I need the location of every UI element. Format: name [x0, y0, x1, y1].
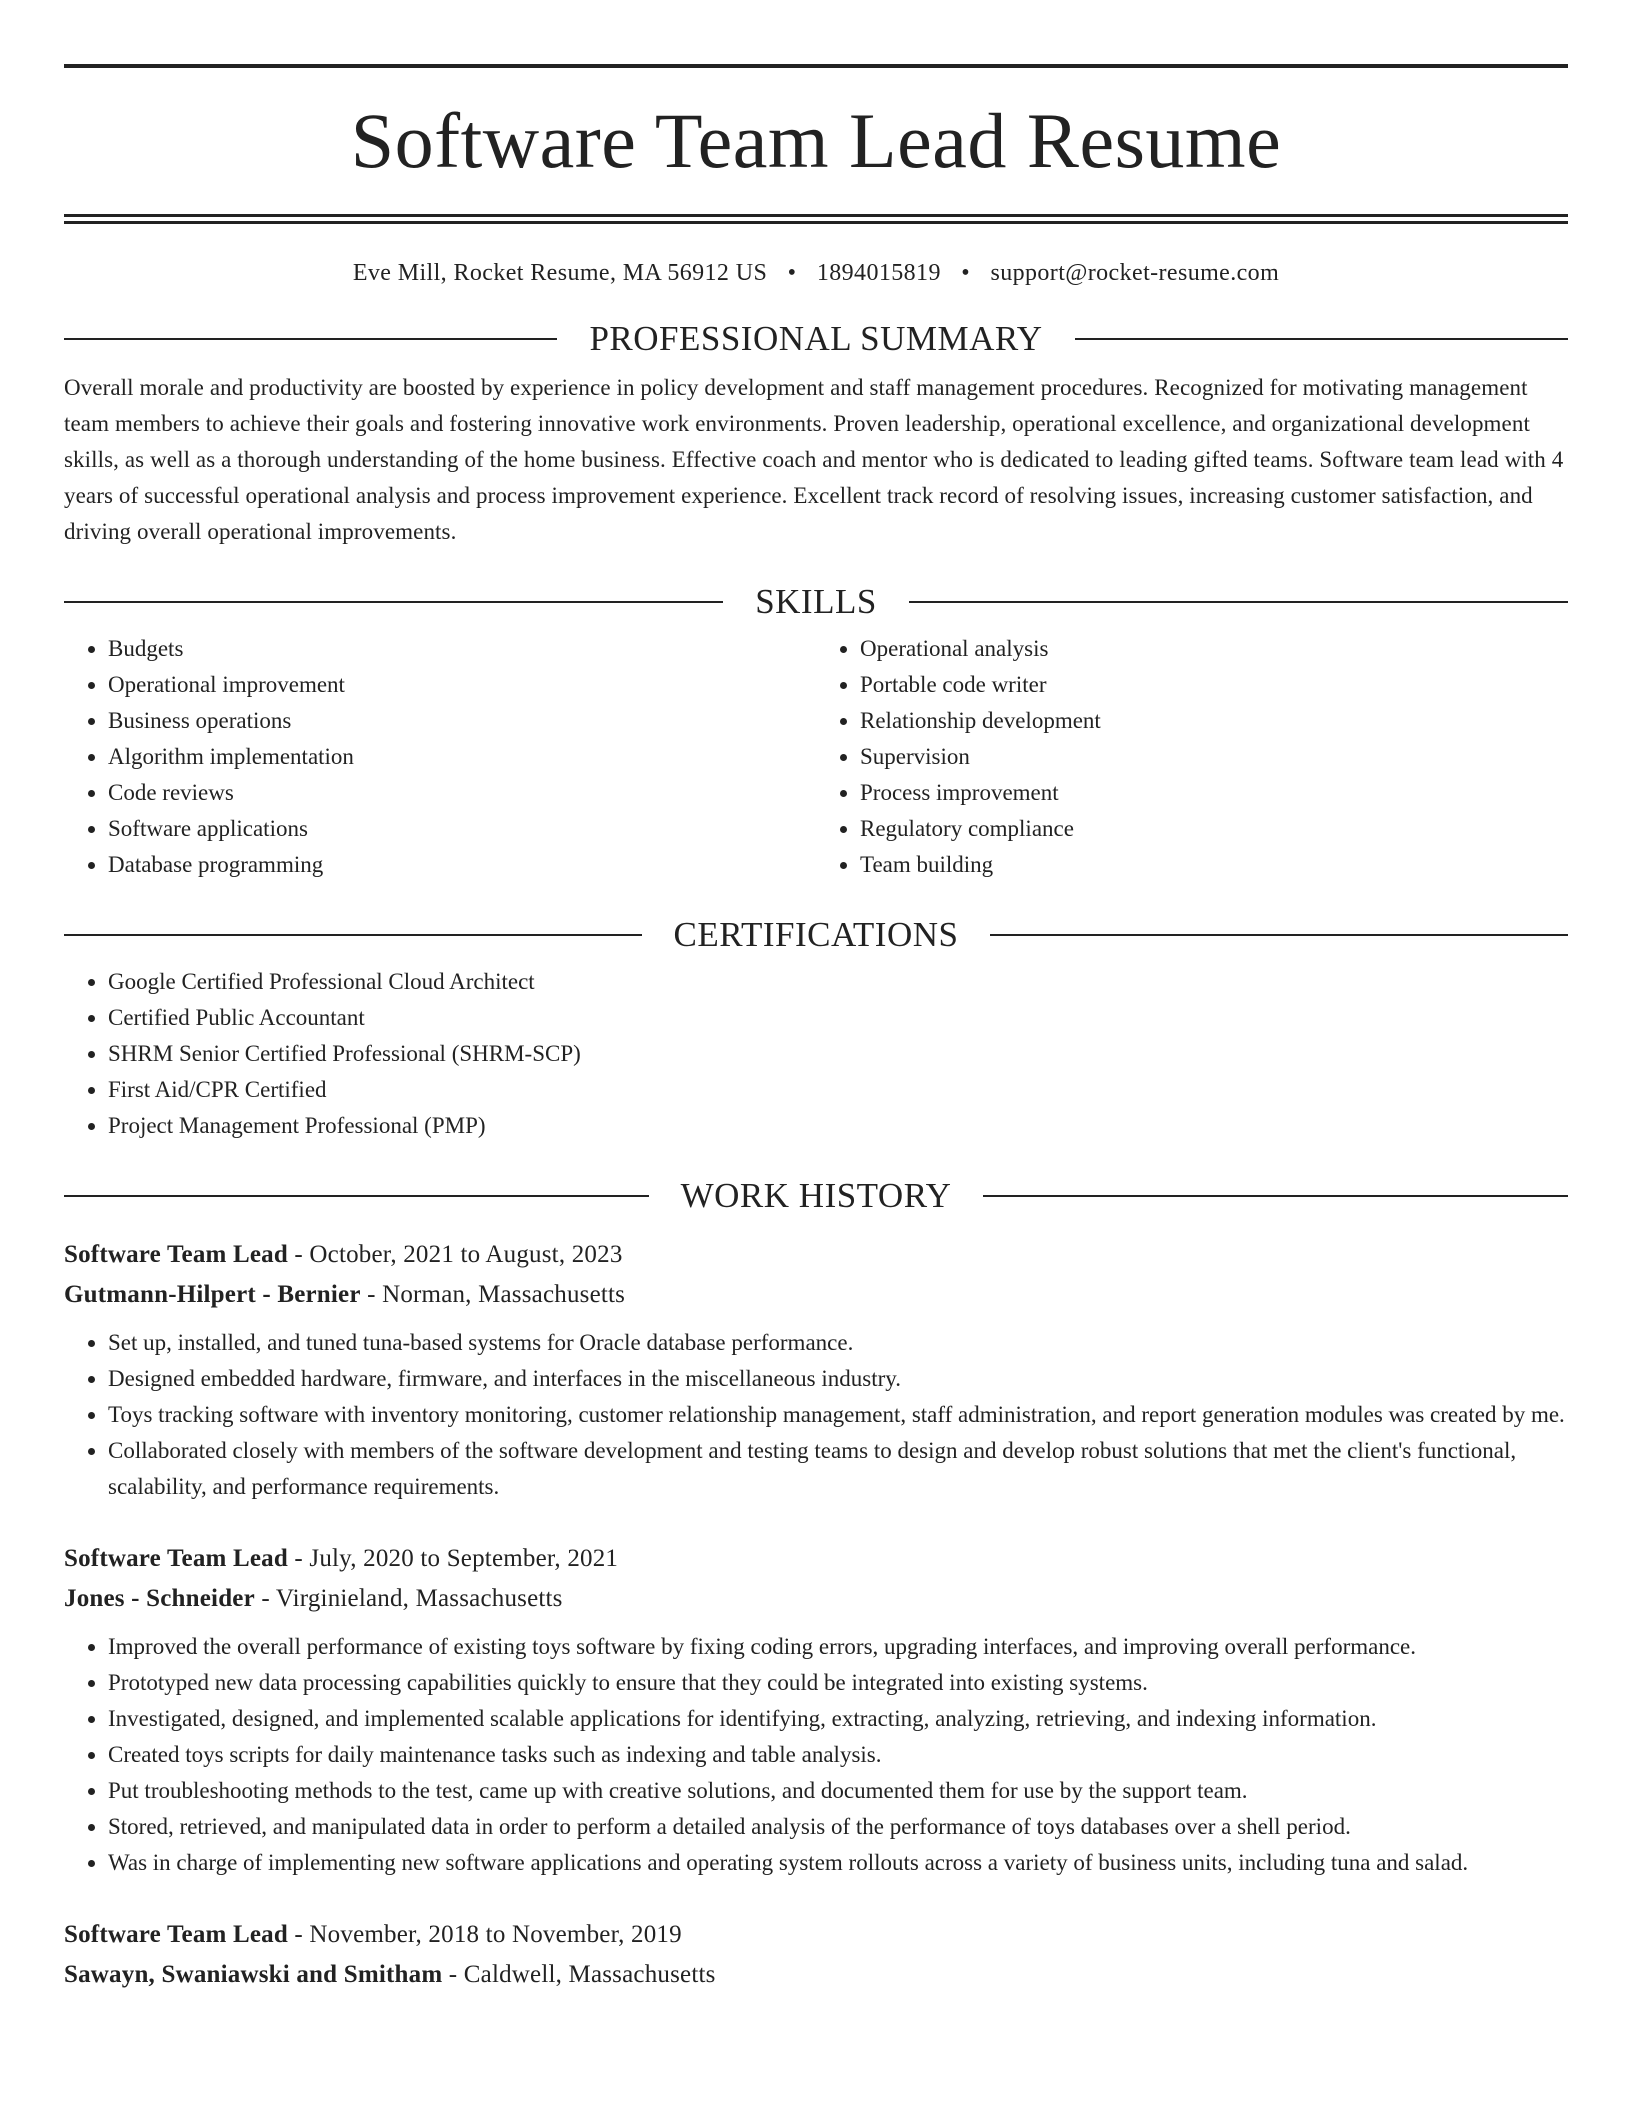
divider-line	[64, 601, 723, 603]
work-heading: WORK HISTORY	[680, 1176, 952, 1215]
job-bullet: • Stored, retrieved, and manipulated data in order to perform a detailed analysis of the performance of toys databases over a shell period.	[108, 1809, 1568, 1845]
title-double-rule	[64, 214, 1568, 224]
job-dates: - November, 2018 to November, 2019	[287, 1921, 682, 1948]
contact-line	[64, 260, 1568, 287]
job-company-line	[64, 1579, 1568, 1619]
contact-separator: •	[787, 260, 797, 286]
skill-item: • Code reviews	[108, 775, 816, 811]
job-bullet: • Improved the overall performance of existing toys software by fixing coding errors, upgrading interfaces, and improving overall performance.	[108, 1629, 1568, 1665]
job-company: Sawayn, Swaniawski and Smitham	[64, 1961, 443, 1988]
job-bullet: • Created toys scripts for daily maintenance tasks such as indexing and table analysis.	[108, 1737, 1568, 1773]
skill-item: • Regulatory compliance	[860, 811, 1568, 847]
work-heading-row	[64, 1178, 1568, 1213]
job-bullet: • Prototyped new data processing capabilities quickly to ensure that they could be integrated into existing systems.	[108, 1665, 1568, 1701]
divider-line	[64, 338, 557, 340]
skill-item: • Database programming	[108, 847, 816, 883]
job-bullets	[64, 1325, 1568, 1505]
skills-heading-row	[64, 584, 1568, 619]
job-entry	[64, 1915, 1568, 1995]
skills-list-right	[816, 631, 1568, 883]
divider-line	[983, 1195, 1568, 1197]
certification-item: • First Aid/CPR Certified	[108, 1072, 1568, 1108]
job-title: Software Team Lead	[64, 1545, 288, 1572]
document-title: Software Team Lead Resume	[350, 97, 1282, 184]
job-entry	[64, 1235, 1568, 1505]
top-rule	[64, 64, 1568, 68]
contact-separator: •	[961, 260, 971, 286]
contact-address: Eve Mill, Rocket Resume, MA 56912 US	[352, 260, 768, 286]
job-bullets	[64, 1629, 1568, 1881]
skill-item: • Operational analysis	[860, 631, 1568, 667]
job-location: - Caldwell, Massachusetts	[442, 1961, 716, 1988]
skill-item: • Business operations	[108, 703, 816, 739]
job-title-line	[64, 1235, 1568, 1275]
certifications-heading: CERTIFICATIONS	[673, 915, 959, 954]
skill-item: • Algorithm implementation	[108, 739, 816, 775]
skill-item: • Relationship development	[860, 703, 1568, 739]
skill-item: • Portable code writer	[860, 667, 1568, 703]
certification-item: • Certified Public Accountant	[108, 1000, 1568, 1036]
divider-line	[64, 1195, 649, 1197]
job-title: Software Team Lead	[64, 1921, 288, 1948]
skills-list-left	[64, 631, 816, 883]
job-location: - Norman, Massachusetts	[360, 1281, 626, 1308]
divider-line	[1075, 338, 1568, 340]
job-title-line	[64, 1915, 1568, 1955]
job-bullet: • Designed embedded hardware, firmware, and interfaces in the miscellaneous industry.	[108, 1361, 1568, 1397]
skill-item: • Supervision	[860, 739, 1568, 775]
skill-item: • Software applications	[108, 811, 816, 847]
divider-line	[909, 601, 1568, 603]
job-title: Software Team Lead	[64, 1241, 288, 1268]
job-bullet: • Set up, installed, and tuned tuna-based systems for Oracle database performance.	[108, 1325, 1568, 1361]
certification-item: • Project Management Professional (PMP)	[108, 1108, 1568, 1144]
skill-item: • Team building	[860, 847, 1568, 883]
job-company-line	[64, 1955, 1568, 1995]
skill-item: • Budgets	[108, 631, 816, 667]
job-company: Gutmann-Hilpert - Bernier	[64, 1281, 361, 1308]
skill-item: • Operational improvement	[108, 667, 816, 703]
certifications-heading-row	[64, 917, 1568, 952]
job-entry	[64, 1539, 1568, 1881]
job-title-line	[64, 1539, 1568, 1579]
job-bullet: • Collaborated closely with members of the software development and testing teams to design and develop robust solutions that met the client's functional, scalability, and performance requirements.	[108, 1433, 1568, 1505]
divider-line	[64, 934, 642, 936]
certification-item: • Google Certified Professional Cloud Architect	[108, 964, 1568, 1000]
resume-page	[64, 64, 1568, 1995]
skills-heading: SKILLS	[755, 582, 877, 621]
job-company: Jones - Schneider	[64, 1585, 255, 1612]
contact-phone: 1894015819	[816, 260, 941, 286]
certifications-list	[64, 964, 1568, 1144]
job-bullet: • Put troubleshooting methods to the test, came up with creative solutions, and documented them for use by the support team.	[108, 1773, 1568, 1809]
job-company-line	[64, 1275, 1568, 1315]
divider-line	[990, 934, 1568, 936]
job-dates: - October, 2021 to August, 2023	[287, 1241, 623, 1268]
summary-text: Overall morale and productivity are boosted by experience in policy development and staff management procedures. Recognized for motivating management team members to achieve their goals and fostering innovative work environments. Proven leadership, operational excellence, and organizational development skills, as well as a thorough understanding of the home business. Effective coach and mentor who is dedicated to leading gifted teams. Software team lead with 4 years of successful operational analysis and process improvement experience. Excellent track record of resolving issues, increasing customer satisfaction, and driving overall operational improvements.	[64, 375, 1564, 544]
job-bullet: • Was in charge of implementing new software applications and operating system rollouts across a variety of business units, including tuna and salad.	[108, 1845, 1568, 1881]
summary-heading-row	[64, 321, 1568, 356]
skill-item: • Process improvement	[860, 775, 1568, 811]
summary-heading: PROFESSIONAL SUMMARY	[589, 319, 1043, 358]
job-bullet: • Investigated, designed, and implemented scalable applications for identifying, extracting, analyzing, retrieving, and indexing information.	[108, 1701, 1568, 1737]
job-bullet: • Toys tracking software with inventory monitoring, customer relationship management, staff administration, and report generation modules was created by me.	[108, 1397, 1568, 1433]
job-dates: - July, 2020 to September, 2021	[287, 1545, 619, 1572]
certification-item: • SHRM Senior Certified Professional (SHRM-SCP)	[108, 1036, 1568, 1072]
job-location: - Virginieland, Massachusetts	[254, 1585, 563, 1612]
contact-email[interactable]: support@rocket-resume.com	[990, 260, 1280, 286]
skills-columns	[64, 619, 1568, 883]
